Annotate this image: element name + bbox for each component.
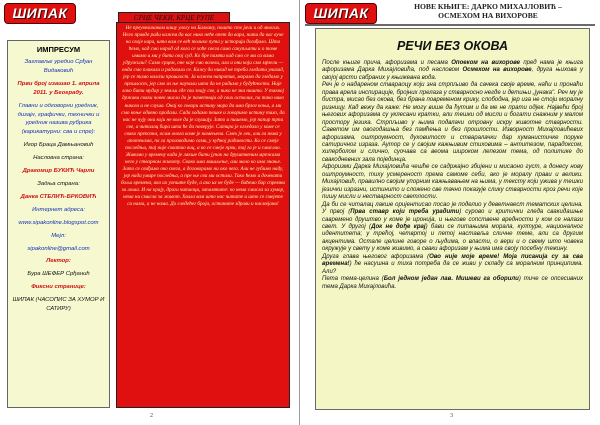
page-number-left: 2 [150, 413, 153, 419]
text-run: ) тиче се опсесивних тема Дарка Михајловића. [322, 276, 584, 290]
impressum-title: ИМПРЕСУМ [36, 45, 81, 54]
text-run: ) сурово и критички гледа свакидашње савремено друштво у коме је иронија, и његове сопствене вредности у ком се налази свет. У другој ( [322, 209, 583, 230]
right-page [300, 0, 600, 425]
article-paragraph [322, 202, 583, 254]
article-paragraph [322, 254, 583, 276]
impressum-line: Интернет адреса: [32, 206, 85, 213]
article-title: РЕЧИ БЕЗ ОКОВА [396, 39, 509, 53]
bold-phrase: Опоеком на вихорове [451, 60, 521, 66]
sipak-logo: ШИПАК [305, 3, 377, 24]
impressum-lines [11, 58, 106, 314]
impressum-box [7, 40, 110, 408]
impressum-line[interactable]: sipakonline@gmail.com [27, 245, 90, 252]
text-run: ) бави се питањима морала, културе, националног идентитета; у трећој, четвртој и петој наставља сличне теме, али са другим акцентима. Остале целине говоре о људима, о власти, о вери и о свему што човека окружује у свету у коме живимо, а сваки афоризам у њима има своју посебну тежину. [322, 223, 583, 253]
impressum-line: Мејл: [51, 232, 66, 239]
impressum-line: Главни и одговорни уредник, дизајн, графички, технички и уредник назива рубрика (карикатурни: сва и спре): [17, 102, 100, 136]
impressum-line: Данка СТЕЛИЋ-БРКОВИЋ [20, 193, 97, 200]
text-run: ) ће насушна и тиха потреба да се живи у складу са моралним принципима. Али? [322, 261, 583, 275]
text-run: Пета тема-целина ( [322, 276, 384, 283]
article-box [315, 28, 590, 410]
text-run: Друга глава његовог афоризама ( [322, 253, 430, 260]
page-number-right: 3 [450, 413, 453, 419]
impressum-line: Фиксни странице: [31, 284, 86, 291]
text-run: , друга њихова у својој врсти сабраних у књижевна вода. [322, 67, 583, 81]
article-body [322, 60, 583, 291]
bold-phrase: Док не дође крај [371, 223, 426, 230]
left-page-banner: СРЦЕ ЧЕКИ, КРЦЕ РУПЕ [118, 12, 230, 24]
bold-phrase: Ово није моје време! Моја писанија су за сва времена! [322, 253, 583, 268]
header-divider [305, 24, 595, 26]
impressum-line: Лектор: [46, 258, 71, 265]
article-paragraph [322, 164, 583, 201]
impressum-line: Бура ШЕФЕР Срђанић [27, 271, 90, 278]
editorial-text-box [116, 22, 290, 408]
text-run: После књиге прича, афоризама и песама [322, 60, 452, 66]
section-header-title: НОВЕ КЊИГЕ: ДАРКО МИХАЈЛОВИЋ – ОСМЕХОМ НА ВИХОРОВЕ [414, 2, 562, 20]
impressum-line: Насловна страна: [33, 155, 84, 162]
impressum-line: Заглавље уредио Срђан Видаковић [24, 59, 93, 74]
impressum-line: Игор Браца Дамњановић [23, 142, 94, 149]
impressum-line: Драгомир БУКИЋ Чарли [22, 168, 95, 175]
impressum-line: ШИПАК (ЧАСОПИС ЗА ХУМОР И САТИРУ) [12, 297, 105, 313]
impressum-line: Задња страна: [37, 180, 80, 187]
bold-phrase: Осмехом на вихорове [462, 67, 532, 74]
text-run: пред нама је књига афоризама Дарка Михајловића, под насловом [322, 60, 583, 74]
bold-phrase: Прва ставр који треба урадити [350, 209, 460, 216]
sipak-logo: ШИПАК [4, 3, 76, 24]
bold-phrase: Бол једном један лав. Мишеви га оборили [383, 276, 519, 283]
text-run: Афоризми Дарка Михајловића чешће се садржајно збијени и мисаоно густ, а донесу нову оштроумност, тиху усмереност према самоме себи, ако је моралу прави и велики. Михајловић, правилно својим упорним кажњавањем на њима, у тексту који ужива у тешки језички изразни, истинито и сложено све тачно показује слику стварности кроз речи које пишу мисли и нестварност светлости. [322, 164, 583, 201]
article-paragraph [322, 60, 583, 82]
article-paragraph [322, 82, 583, 164]
impressum-line: Први број изашао 1. априла 2011. у Београду. [17, 80, 100, 96]
impressum-line[interactable]: www.sipakonline.blogspot.com [18, 219, 99, 226]
text-run: Реч је о надареном ствараоцу који зна стрпљиво да сачека своје време, наћи и пронаћи права врела инспирације, бројних прелаза у стварносно негде и детињи „јунака". Реч му је бистра, мисао без окова, без брана повременом крику, слободна, јер иза не стоји моралну ризницу. Кад вежу да каже: Не могу више да ћутим и да ме не прати одјек. Највећи број његових афоризама су уклесани кратки, али тешки од мисли и богати снажним у малом простору језика. Стрпљиво у њима подвлачи отровну искру животне стварности. Саветом им овогодашња без памћења и без прошлости. Изворност Михајловићевих афоризама, оштроумност, духовитост и стваралачки дар хуманистичке поруке сатиричног израза. Аутор се у својим кажњивим стиховима – антитезом, парадоксом, хиперболом и слично, суочава са веома широком лепезом тема, од политике до свакодневних зала појединца. [322, 82, 583, 163]
article-paragraph [322, 276, 583, 291]
text-run: Да би се читалац лакше оријентисао посао је поделио у деветнаест тематских целина. У првој ( [322, 201, 583, 216]
editorial-text: Не преувеличавам вашу улогу на Балкану, пошто сте јачи и од многих. Него правде ради кажем да вас нико неће опет да вара, нити да вас вуче на своје кара, што вам се већ толико пута у историји догађало. Шта ћемо, кад смо народ од кога се хоће свега само сакупљати и о томе имамо и ми у бити свој суд. Ко бре памти кад смо се ми са вама удружили? Само срцем, оне које смо волели, али и они који смо мрзели — онда смо плакали и радовали се. Кажу да никад не треба гледати уназад, јер се тамо налази прошлост. Ја кажем напротив, морамо да гледамо у прошлост, јер смо из ње научили шта да не радимо у будућности. Није лако бити мудар у земљи где сви знају све, а нико не зна ништа. У таквој држави сваки човек мисли да је паметнији од свих осталих, па тако нико никога и не слуша. Онај ко говори истину мора да има брзог коња, а ми смо коње одавно продали. Сада ходамо пешке и говоримо истину тихо, да нас не чују они који не воле да је слушају. Зато и пишемо, јер папир трпи све, а читалац бира шта ће да поверује. Сатира је огледало у коме се свако препозна, осим онога коме је намењена. Смех је лек, али га нема у апотекама, па га производимо сами, у кућној радиности. Ко се смеје последњи, тај није схватио виц, а ко се смеје први, тај га је и смислио. Живимо у времену када је лакше бити јунак на друштвеним мрежама него у стварном животу. Свако има мишљење, али мало ко има знање. Зато се свађамо око свега, а договорамо ни око чега. Али не губимо наду, јер нада умире последња, а пре ње сви ми остали. Тако ћемо и дочекати боља времена, ако их уопште буде, а ако их не буде — бићемо бар спремни за лоша. И на крају, драги читаоци, запамтите: ко нема смисла за хумор, нема ни смисла за живот. Хвала вам што нас читате и што се смејете са нама, а не нама. До следећег броја, останите здрави и насмејани! [121, 25, 285, 208]
